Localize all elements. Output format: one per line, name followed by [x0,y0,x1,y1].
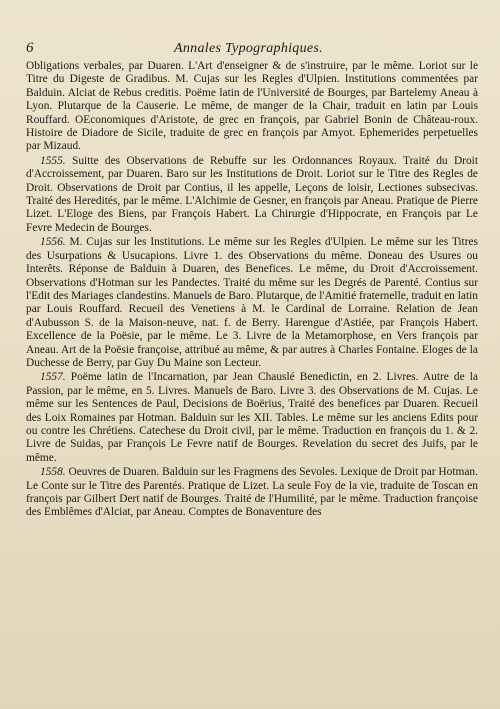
paragraph-text: M. Cujas sur les Institutions. Le même sur les Regles d'Ulpien. Le même sur les Titres des Usurpations & Usucapions. Livre 1. des Observations du même. Doneau des Usures ou Interêts. Réponse de Balduin à Duaren, des Benefices. Le même, du Droit d'Accroissement. Observations d'Hotman sur les Pandectes. Traité du même sur les Degrés de Parenté. Contius sur l'Edit des Mariages clandestins. Manuels de Baro. Plutarque, de l'Amitié fraternelle, traduit en latin par Louis Rouffard. Recueil des Venetiens à M. le Cardinal de Lorraine. Relation de Jean d'Aubusson S. de la Maison-neuve, nat. f. de Berry. Harengue d'Astiée, par François Habert. Excellence de la Poësie, par le même. Le 3. Livre de la Metamorphose, en Vers françois par Aneau. Art de la Poësie françoise, attribué au même, & par autres à Charles Fontaine. Eloges de la Duchesse de Berry, par Guy Du Maine son Lecteur. [26,236,478,369]
running-title: Annales Typographiques. [174,41,323,56]
page-header [26,40,478,58]
body-text [26,60,478,520]
paragraph-0 [26,60,478,154]
year-label: 1558. [40,466,66,479]
paragraph-1557 [26,371,478,465]
year-label: 1555. [40,154,66,167]
page-number: 6 [26,40,34,56]
year-label: 1557. [40,371,66,384]
paragraph-1556 [26,236,478,370]
paragraph-text: Oeuvres de Duaren. Balduin sur les Fragmens des Sevoles. Lexique de Droit par Hotman. Le Conte sur le Titre des Parentés. Pratique de Lizet. La seule Foy de la vie, traduite de Toscan en françois par Gilbert Dert natif de Bourges. Traité de l'Humilité, par le même. Traduction françoise des Emblêmes d'Alciat, par Aneau. Comptes de Bonaventure des [26,466,478,519]
paragraph-text: Obligations verbales, par Duaren. L'Art d'enseigner & de s'instruire, par le même. Loriot sur le Titre du Digeste de Gradibus. M. Cujas sur les Regles d'Ulpien. Institutions commentées par Balduin. Alciat de Rebus creditis. Poëme latin de l'Université de Bourges, par Bartelemy Aneau à Lyon. Plutarque de la Causerie. Le même, de manger de la Chair, traduit en latin par Louis Rouffard. OEconomiques d'Aristote, de grec en françois, par Gabriel Bonin de Château-roux. Histoire de Diadore de Sicile, traduite de grec en françois par Amyot. Ephemerides perpetuelles par Mizaud. [26,60,478,153]
paragraph-text: Poëme latin de l'Incarnation, par Jean Chauslé Benedictin, en 2. Livres. Autre de la Passion, par le même, en 5. Livres. Manuels de Baro. Livre 3. des Observations de M. Cujas. Le même sur les Sentences de Paul, Decisions de Boërius, Traité des benefices par Duaren. Recueil des Loix Romaines par Hotman. Balduin sur les XII. Tables. Le même sur les anciens Edits pour ou contre les Chrétiens. Catechese du Droit civil, par le même. Traduction en françois du 1. & 2. Livre de Suidas, par François Le Fevre natif de Bourges. Revelation du secret des Juifs, par le même. [26,371,478,464]
paragraph-1555 [26,155,478,235]
paragraph-1558 [26,466,478,520]
paragraph-text: Suitte des Observations de Rebuffe sur les Ordonnances Royaux. Traité du Droit d'Accroissement, par Duaren. Baro sur les Institutions de Droit. Loriot sur le Titre des Regles de Droit. Observations de Droit par Contius, il les appelle, Leçons de loisir, Lectiones subsecivas. Traité des Heredités, par le même. L'Alchimie de Gesner, en françois par Aneau. Pratique de Pierre Lizet. L'Eloge des Biens, par François Habert. La Chirurgie d'Hippocrate, en François par Le Fevre Medecin de Bourges. [26,154,478,234]
year-label: 1556. [40,236,66,249]
